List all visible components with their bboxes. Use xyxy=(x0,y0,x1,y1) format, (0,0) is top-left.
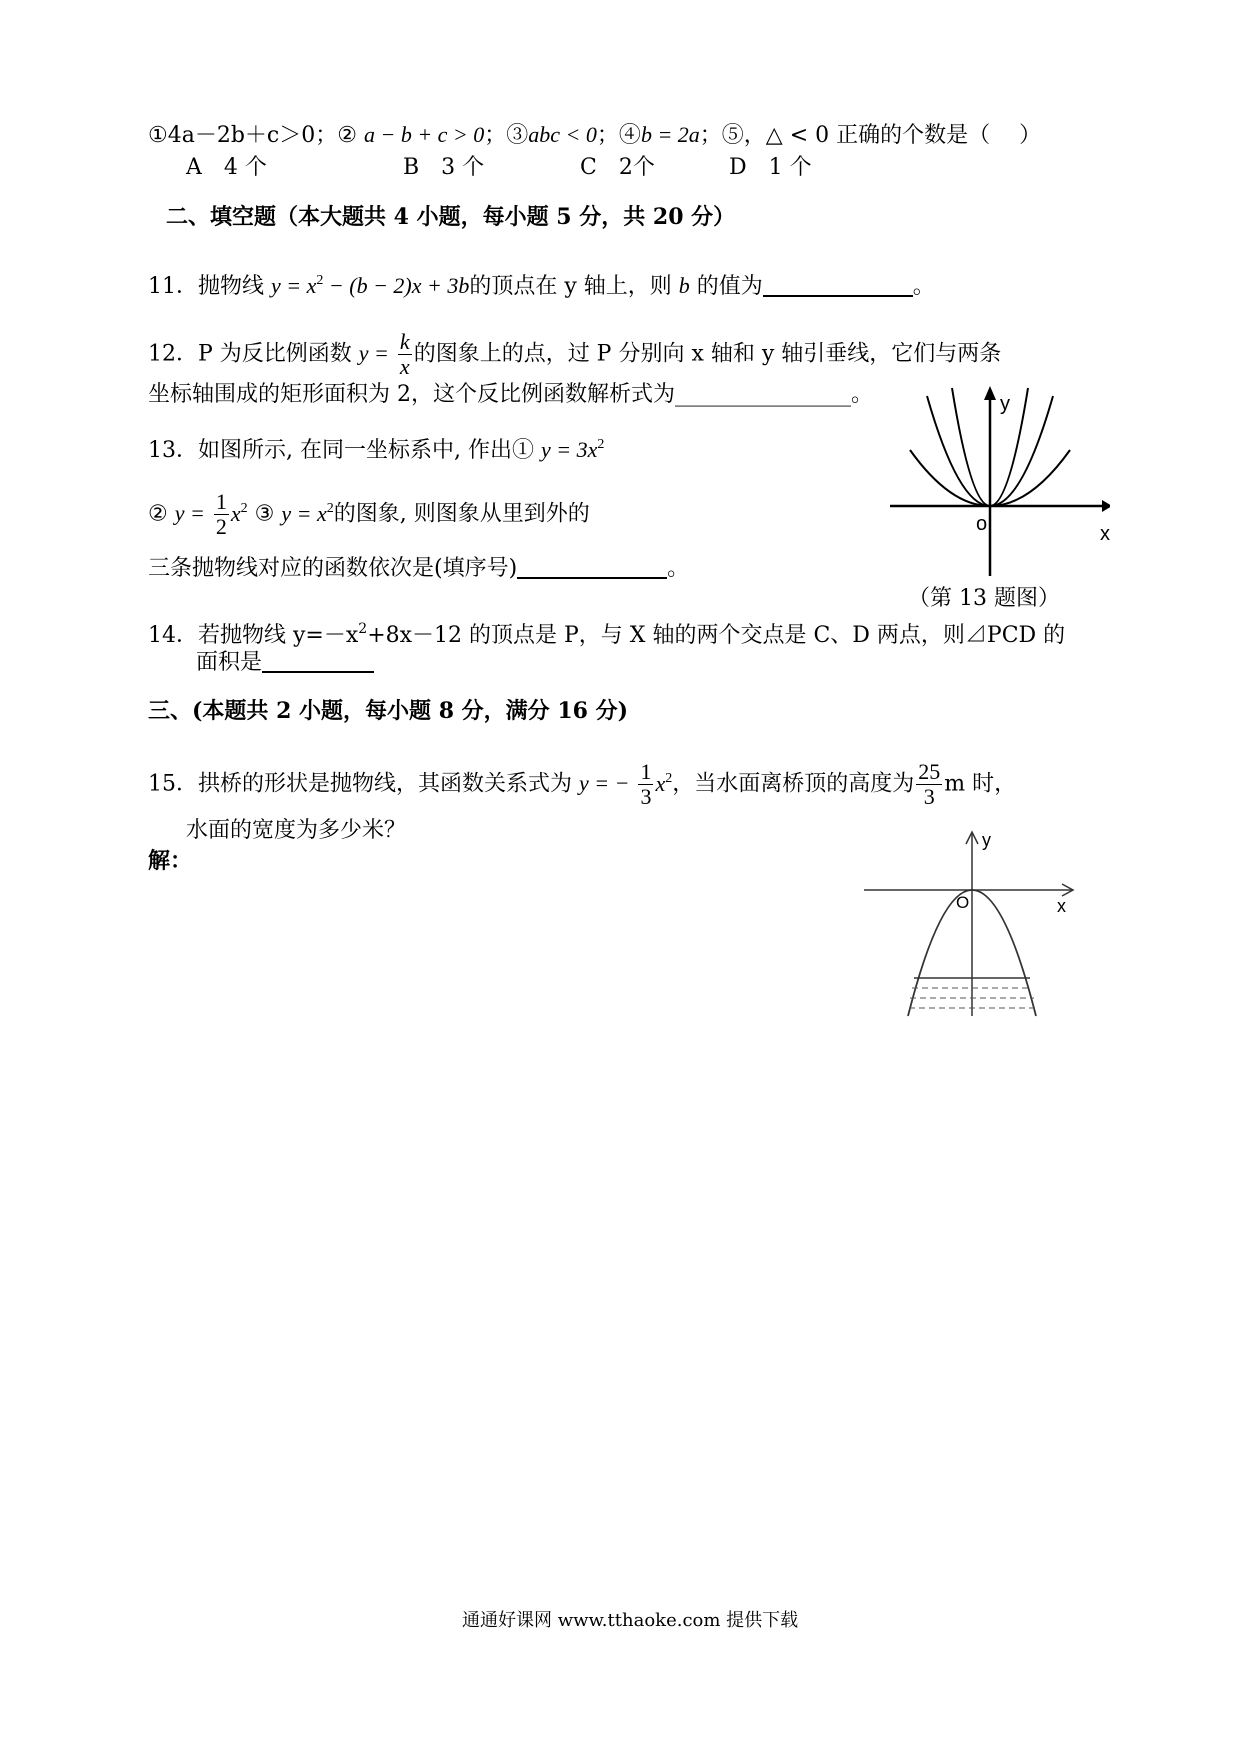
q15-fraction: $\frac{1}{3}$ xyxy=(640,759,652,809)
q15-line2: 水面的宽度为多少米？ xyxy=(186,818,407,843)
q10-conditions: ①4a－2b＋c＞0；② a − b + c > 0；③abc < 0；④b = 2a；⑤，△ < 0 正确的个数是（ ） xyxy=(148,122,1042,148)
q11-answer-blank[interactable] xyxy=(763,273,913,297)
q13-parabola-figure xyxy=(880,380,1110,580)
q13-answer-blank[interactable] xyxy=(517,555,667,579)
option-c: C 2个 xyxy=(580,155,655,180)
q15-line1: 15．拱桥的形状是抛物线，其函数关系式为 y = − $\frac{1}{3}$ $x^2$，当水面离桥顶的高度为 $\frac{25}{3}$ m 时， xyxy=(148,759,1017,809)
option-b: B 3 个 xyxy=(403,155,485,180)
section3-title: 三、(本题共 2 小题，每小题 8 分，满分 16 分) xyxy=(148,698,629,724)
q12-fraction: $\frac{k}{x}$ xyxy=(399,329,410,379)
section2-title: 二、填空题（本大题共 4 小题，每小题 5 分，共 20 分） xyxy=(166,204,736,230)
option-d: D 1 个 xyxy=(729,155,812,180)
axis-x-label: x xyxy=(1100,523,1110,545)
axis-y-label: y xyxy=(1000,393,1010,415)
origin-label: o xyxy=(976,513,988,535)
axis-x-label: x xyxy=(1057,896,1066,916)
x-axis-arrow-icon xyxy=(1102,500,1110,512)
axis-y-label: y xyxy=(982,830,991,850)
page-footer: 通通好课网 www.tthaoke.com 提供下载 xyxy=(462,1610,799,1631)
q14-line2: 面积是 xyxy=(196,648,374,678)
answer-label: 解： xyxy=(148,848,193,874)
q13-line2: ② y = $\frac{1}{2}$ $x^2$ ③ $y = x^2$的图象, 则图象从里到外的 xyxy=(148,489,590,539)
q13-fraction: $\frac{1}{2}$ xyxy=(215,489,227,539)
q13-line3: 三条抛物线对应的函数依次是(填序号) 。 xyxy=(148,556,690,581)
q15-arch-figure xyxy=(862,830,1082,1020)
q14-line1: 14．若抛物线 $y=-x^2+8x-12$ 的顶点是 P，与 X 轴的两个交点是 C、D 两点，则⊿PCD 的 xyxy=(148,621,1066,648)
q11: 11．抛物线 $y = x^2 - (b - 2)x + 3b$的顶点在 y 轴上，则 b 的值为 。 xyxy=(148,273,935,299)
q10-options xyxy=(186,153,812,183)
q13-line1: 13．如图所示, 在同一坐标系中, 作出① $y = 3x^2$ xyxy=(148,437,605,463)
q12-line1: 12．P 为反比例函数 y = $\frac{k}{x}$ 的图象上的点，过 P 分别向 x 轴和 y 轴引垂线，它们与两条 xyxy=(148,329,1002,379)
q15-height-fraction: $\frac{25}{3}$ xyxy=(918,759,941,809)
origin-label: O xyxy=(956,893,970,912)
q12-line2: 坐标轴围成的矩形面积为 2，这个反比例函数解析式为________________。 xyxy=(148,382,873,407)
option-a: A 4 个 xyxy=(186,155,267,180)
y-axis-arrow-icon xyxy=(984,386,996,400)
q13-figure-caption: （第 13 题图） xyxy=(908,586,1060,611)
q14-answer-blank[interactable] xyxy=(262,649,374,673)
